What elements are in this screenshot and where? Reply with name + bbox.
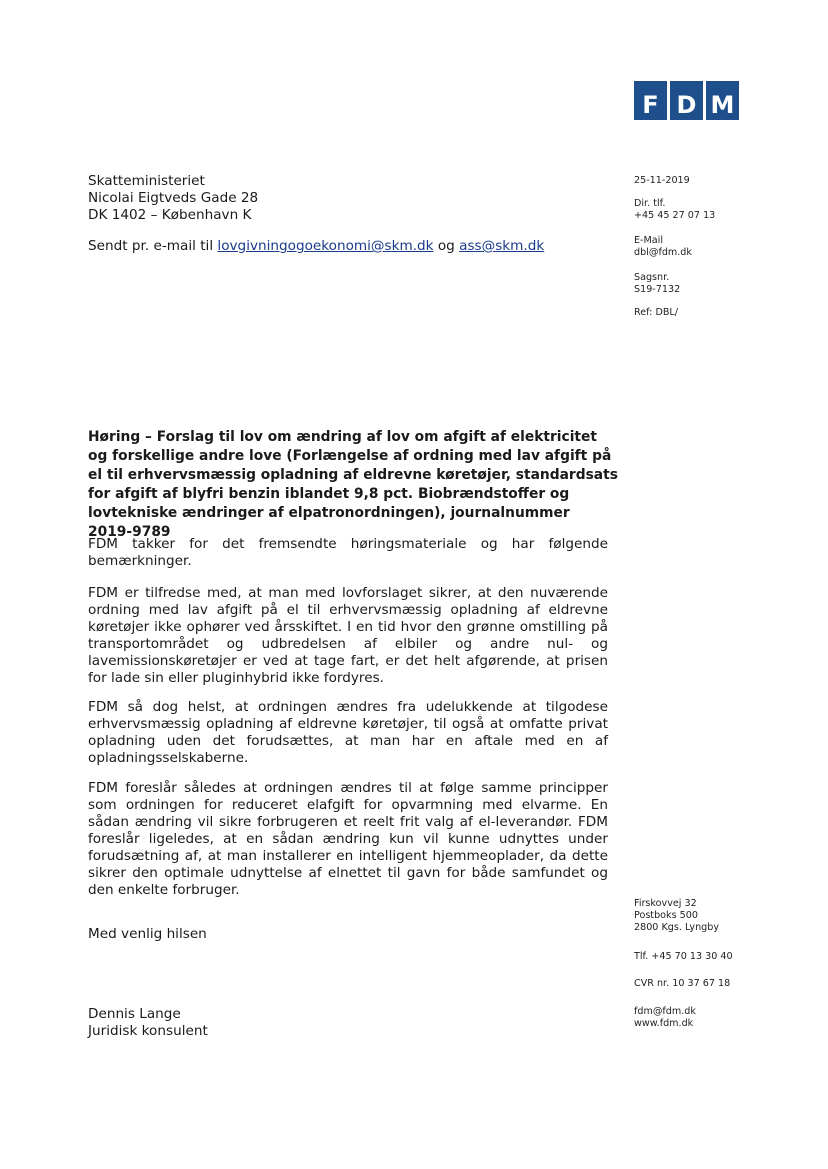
body-paragraph: FDM takker for det fremsendte høringsmateriale og har følgende bemærkninger. xyxy=(88,536,608,569)
body-paragraph: FDM er tilfredse med, at man med lovforslaget sikrer, at den nuværende ordning med lav afgift på el til erhvervsmæssig opladning af eldrevne køretøjer ikke ophører ved årsskiftet. I en tid hvor den grønne omstilling på transportområdet og udbredelsen af elbiler og andre nul- og lavemissionskøretøjer er ved at tage fart, er det helt afgørende, at prisen for lade sin eller pluginhybrid ikke fordyres. xyxy=(88,585,608,686)
recipient-line: Skatteministeriet xyxy=(88,173,205,189)
sent-prefix: Sendt pr. e-mail til xyxy=(88,238,218,254)
address-line: Firskovvej 32 xyxy=(634,898,697,909)
recipient-address xyxy=(88,173,258,224)
logo-letter-m: M xyxy=(706,81,739,120)
body-paragraph: FDM så dog helst, at ordningen ændres fra udelukkende at tilgodese erhvervsmæssig opladning af eldrevne køretøjer, til også at omfatte privat opladning uden det forudsættes, at man har en aftale med en af opladningsselskaberne. xyxy=(88,699,608,766)
case-number-block xyxy=(634,272,680,296)
address-line: Postboks 500 xyxy=(634,910,698,921)
dir-phone-label: Dir. tlf. xyxy=(634,198,666,209)
recipient-line: Nicolai Eigtveds Gade 28 xyxy=(88,190,259,206)
company-cvr: CVR nr. 10 37 67 18 xyxy=(634,978,731,989)
sent-by-email-line xyxy=(88,238,544,254)
email-block xyxy=(634,235,692,259)
sent-mid: og xyxy=(433,238,460,254)
company-website: www.fdm.dk xyxy=(634,1018,694,1029)
case-number-value: S19-7132 xyxy=(634,284,681,295)
signer-name: Dennis Lange xyxy=(88,1006,181,1022)
body-paragraph: FDM foreslår således at ordningen ændres til at følge samme principper som ordningen for reduceret elafgift for opvarmning med elvarme. En sådan ændring vil sikre forbrugeren et reelt frit valg af el-leverandør. FDM foreslår ligeledes, at en sådan ændring kun vil kunne udnyttes under forudsætning af, at man installerer en intelligent hjemmeoplader, da dette sikrer den optimale udnyttelse af elnettet til gavn for både samfundet og den enkelte forbruger. xyxy=(88,780,608,898)
signer-title: Juridisk konsulent xyxy=(88,1023,208,1039)
logo-letter-f: F xyxy=(634,81,667,120)
closing-greeting: Med venlig hilsen xyxy=(88,926,207,942)
company-phone: Tlf. +45 70 13 30 40 xyxy=(634,951,733,962)
address-line: 2800 Kgs. Lyngby xyxy=(634,922,720,933)
dir-phone-value: +45 45 27 07 13 xyxy=(634,210,716,221)
email-label: E-Mail xyxy=(634,235,664,246)
recipient-line: DK 1402 – København K xyxy=(88,207,252,223)
letter-subject: Høring – Forslag til lov om ændring af lov om afgift af elektricitet og forskellige andre love (Forlængelse af ordning med lav afgift på el til erhvervsmæssig opladning af eldrevne køretøjer, standardsats for afgift af blyfri benzin iblandet 9,8 pct. Biobrændstoffer og lovtekniske ændringer af elpatronordningen), journalnummer 2019-9789 xyxy=(88,429,618,540)
direct-phone-block xyxy=(634,198,715,222)
email-link-lovgivning[interactable]: lovgivningogoekonomi@skm.dk xyxy=(217,238,434,254)
case-number-label: Sagsnr. xyxy=(634,272,670,283)
letter-date: 25-11-2019 xyxy=(634,175,690,186)
reference: Ref: DBL/ xyxy=(634,307,679,318)
fdm-logo xyxy=(634,81,739,120)
email-value: dbl@fdm.dk xyxy=(634,247,692,258)
company-email: fdm@fdm.dk xyxy=(634,1006,696,1017)
logo-letter-d: D xyxy=(670,81,703,120)
email-link-ass[interactable]: ass@skm.dk xyxy=(459,238,545,254)
company-address xyxy=(634,898,719,934)
company-contact xyxy=(634,1006,696,1030)
